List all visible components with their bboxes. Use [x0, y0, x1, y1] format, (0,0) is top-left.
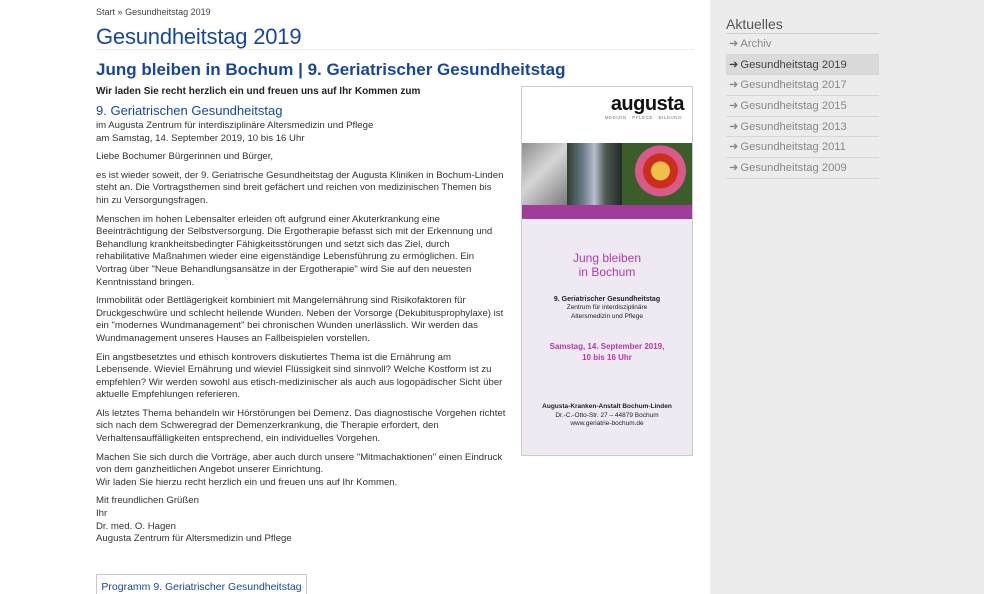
sidebar-item-gesundheitstag-2011[interactable]: [726, 137, 879, 158]
event-heading: 9. Geriatrischen Gesundheitstag: [96, 103, 283, 118]
article-body: [96, 103, 506, 546]
closing-line-1: Machen Sie sich durch die Vorträge, aber auch durch unsere "Mitmachaktionen" einen Eindruck von dem ganzheitlichen Angebot unserer Einrichtung.: [96, 451, 503, 476]
flyer-date-line-1: Samstag, 14. September 2019,: [549, 342, 665, 351]
sidebar-item-archiv[interactable]: [726, 34, 879, 55]
sidebar-item-label: Gesundheitstag 2019: [740, 58, 847, 71]
sidebar-item-label: Gesundheitstag 2013: [740, 120, 847, 133]
arrow-right-icon: ➜: [729, 100, 739, 113]
page-title: Gesundheitstag 2019: [96, 24, 302, 49]
flyer-organization: Augusta-Kranken-Anstalt Bochum-Linden: [542, 403, 672, 410]
sidebar-item-gesundheitstag-2015[interactable]: [726, 96, 879, 117]
paragraph-demenz: Als letztes Thema behandeln wir Hörstörungen bei Demenz. Das diagnostische Vorgehen richtet sich nach dem Schweregrad der Demenzerkrankung, die Therapie erfordert, den Verhaltensauffälligkeiten entsprechend, ein individuelles Vorgehen.: [96, 407, 506, 445]
title-divider: [96, 49, 694, 50]
flyer-headline-2: in Bochum: [578, 265, 636, 279]
arrow-right-icon: ➜: [729, 79, 739, 92]
flyer-website: www.geriatrie-bochum.de: [570, 420, 644, 427]
sidebar-item-gesundheitstag-2019[interactable]: [726, 55, 879, 76]
sidebar-item-gesundheitstag-2013[interactable]: [726, 117, 879, 138]
flyer-color-band: [522, 205, 692, 219]
flyer-photo-strip: [522, 143, 692, 205]
paragraph-greeting: Liebe Bochumer Bürgerinnen und Bürger,: [96, 151, 274, 163]
sidebar-item-gesundheitstag-2017[interactable]: [726, 75, 879, 96]
sidebar-item-label: Gesundheitstag 2017: [740, 79, 847, 92]
paragraph-ergotherapie: Menschen im hohen Lebensalter erleiden oft aufgrund einer Akuterkrankung eine Beeinträchtigung der Selbstversorgung. Die Ergotherapie befasst sich mit der Erkennung und Behandlung krankheitsbedingter Fähigkeitsstörungen und setzt sich das Ziel, durch rehabilitative Maßnahmen wieder eine eigenständige Lebensführung zu ermöglichen. Ein Vortrag über "Neue Behandlungsansätze in der Ergotherapie" wird Sie auf den neuesten Kenntnisstand bringen.: [96, 213, 493, 288]
event-date: am Samstag, 14. September 2019, 10 bis 16 Uhr: [96, 132, 305, 144]
flyer-center-line-2: Altersmedizin und Pflege: [571, 312, 643, 320]
breadcrumb-home-link[interactable]: Start: [96, 7, 116, 17]
sidebar-title: Aktuelles: [726, 16, 783, 32]
arrow-right-icon: ➜: [729, 120, 739, 133]
closing-line-2: Wir laden Sie hierzu recht herzlich ein und freuen uns auf Ihr Kommen.: [96, 476, 398, 488]
arrow-right-icon: ➜: [729, 162, 739, 175]
signature-name: Dr. med. O. Hagen: [96, 520, 176, 532]
flyer-photo-flower: [622, 143, 692, 205]
article-subtitle: Jung bleiben in Bochum | 9. Geriatrischer Gesundheitstag: [96, 60, 566, 79]
signature-org: Augusta Zentrum für Altersmedizin und Pflege: [96, 533, 292, 545]
flyer-date-line-2: 10 bis 16 Uhr: [582, 353, 632, 362]
flyer-logo: augusta: [610, 93, 684, 115]
breadcrumb: [96, 7, 211, 17]
paragraph-ernaehrung: Ein angstbesetztes und ethisch kontrovers diskutiertes Thema ist die Ernährung am Lebensende. Wieviel Ernährung und wieviel Flüssigkeit sind sinnvoll? Welche Kostform ist zu empfehlen? Wir werden sowohl aus etisch-medizinischer als auch aus logopädischer Sicht über aktuelle Empfehlungen referieren.: [96, 351, 503, 401]
sidebar-nav: [726, 34, 879, 179]
flyer-body: [522, 251, 692, 429]
flyer-event-title: 9. Geriatrischer Gesundheitstag: [553, 296, 661, 303]
sidebar-item-gesundheitstag-2009[interactable]: [726, 158, 879, 179]
paragraph-intro: es ist wieder soweit, der 9. Geriatrische Gesundheitstag der Augusta Kliniken in Bochum-Linden steht an. Die Vortragsthemen sind breit gefächert und reichen von medizinischen Themen bis hin zu Versorgungsfragen.: [96, 169, 504, 206]
flyer-header: [522, 87, 692, 143]
sidebar-item-label: Gesundheitstag 2009: [740, 162, 847, 175]
breadcrumb-current: Gesundheitstag 2019: [125, 7, 211, 17]
flyer-photo-figures: [567, 143, 622, 205]
arrow-right-icon: ➜: [729, 141, 739, 154]
flyer-headline-1: Jung bleiben: [572, 251, 642, 265]
page-left-margin: [0, 0, 80, 594]
arrow-right-icon: ➜: [729, 38, 739, 50]
sidebar-item-label: Archiv: [740, 38, 772, 50]
signature-greeting: Mit freundlichen Grüßen: [96, 495, 199, 507]
breadcrumb-separator: »: [117, 7, 123, 17]
paragraph-wundmanagement: Immobilität oder Bettlägerigkeit kombiniert mit Mangelernährung sind Risikofaktoren für Druckgeschwüre und schlecht heilende Wunden. Neben der Vorsorge (Dekubitusprophylaxe) ist ein "modernes Wundmanagement" bei chronischen Wunden unerlässlich. Wir werden das Wundmanagement unseres Hauses an Fallbeispielen vorstellen.: [96, 295, 504, 344]
event-location: im Augusta Zentrum für interdisziplinäre Altersmedizin und Pflege: [96, 120, 374, 131]
flyer-center-line-1: Zentrum für interdisziplinäre: [566, 304, 648, 311]
flyer-address: Dr.-C.-Otto-Str. 27 – 44879 Bochum: [555, 411, 659, 419]
event-flyer-image[interactable]: [521, 86, 693, 456]
arrow-right-icon: ➜: [729, 58, 739, 71]
program-download-button[interactable]: Programm 9. Geriatrischer Gesundheitstag: [96, 574, 307, 594]
sidebar-item-label: Gesundheitstag 2015: [740, 100, 847, 113]
flyer-logo-tagline: MEDIZIN · PFLEGE · BILDUNG: [604, 115, 682, 120]
sidebar-item-label: Gesundheitstag 2011: [740, 141, 846, 154]
flyer-photo-sculpture: [522, 143, 567, 205]
invitation-line: Wir laden Sie recht herzlich ein und freuen uns auf Ihr Kommen zum: [96, 86, 421, 97]
main-content: [96, 0, 694, 594]
signature-ihr: Ihr: [96, 508, 108, 520]
